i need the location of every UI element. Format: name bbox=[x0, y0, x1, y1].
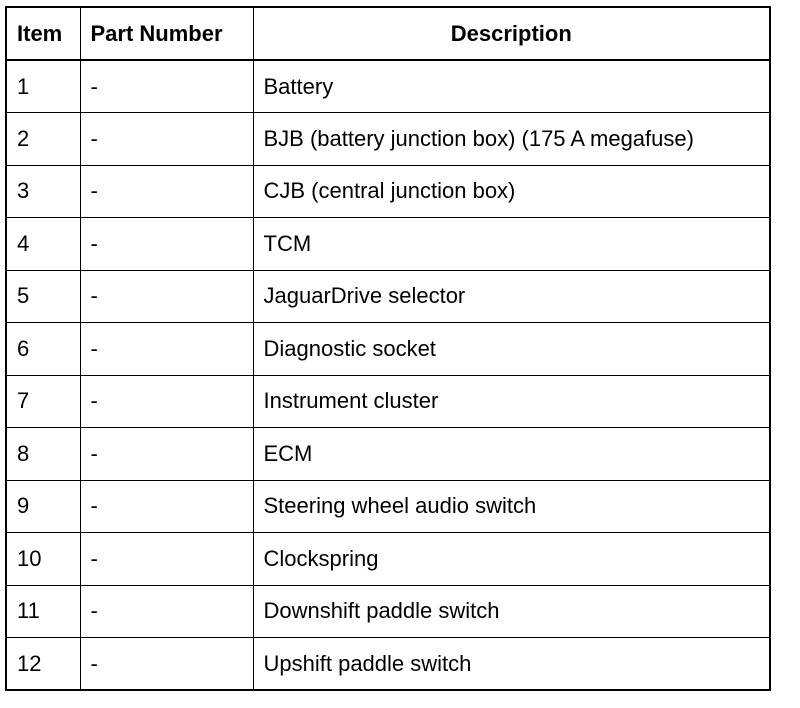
cell-item: 4 bbox=[6, 218, 80, 271]
cell-part-number: - bbox=[80, 218, 253, 271]
table-row bbox=[6, 323, 770, 376]
cell-description: BJB (battery junction box) (175 A megafuse) bbox=[253, 113, 770, 166]
cell-item: 2 bbox=[6, 113, 80, 166]
cell-item: 8 bbox=[6, 428, 80, 481]
cell-description: Upshift paddle switch bbox=[253, 638, 770, 691]
cell-description: ECM bbox=[253, 428, 770, 481]
table-row bbox=[6, 165, 770, 218]
header-part-number: Part Number bbox=[80, 7, 253, 60]
cell-item: 9 bbox=[6, 480, 80, 533]
cell-part-number: - bbox=[80, 428, 253, 481]
cell-item: 5 bbox=[6, 270, 80, 323]
table-row bbox=[6, 270, 770, 323]
cell-part-number: - bbox=[80, 270, 253, 323]
cell-part-number: - bbox=[80, 60, 253, 113]
table-row bbox=[6, 113, 770, 166]
cell-description: Clockspring bbox=[253, 533, 770, 586]
table-row bbox=[6, 480, 770, 533]
cell-item: 10 bbox=[6, 533, 80, 586]
parts-table bbox=[5, 6, 771, 691]
cell-item: 3 bbox=[6, 165, 80, 218]
cell-description: JaguarDrive selector bbox=[253, 270, 770, 323]
table-row bbox=[6, 585, 770, 638]
cell-part-number: - bbox=[80, 323, 253, 376]
table-row bbox=[6, 218, 770, 271]
cell-part-number: - bbox=[80, 585, 253, 638]
cell-item: 6 bbox=[6, 323, 80, 376]
cell-part-number: - bbox=[80, 638, 253, 691]
header-item: Item bbox=[6, 7, 80, 60]
cell-item: 11 bbox=[6, 585, 80, 638]
cell-description: TCM bbox=[253, 218, 770, 271]
cell-description: Instrument cluster bbox=[253, 375, 770, 428]
cell-description: Battery bbox=[253, 60, 770, 113]
cell-description: Steering wheel audio switch bbox=[253, 480, 770, 533]
table-row bbox=[6, 428, 770, 481]
cell-part-number: - bbox=[80, 113, 253, 166]
header-row bbox=[6, 7, 770, 60]
table-row bbox=[6, 638, 770, 691]
table-row bbox=[6, 533, 770, 586]
cell-part-number: - bbox=[80, 480, 253, 533]
table-row bbox=[6, 60, 770, 113]
table-header bbox=[6, 7, 770, 60]
cell-part-number: - bbox=[80, 375, 253, 428]
cell-item: 12 bbox=[6, 638, 80, 691]
cell-part-number: - bbox=[80, 165, 253, 218]
table-body bbox=[6, 60, 770, 690]
cell-item: 1 bbox=[6, 60, 80, 113]
cell-description: Diagnostic socket bbox=[253, 323, 770, 376]
cell-item: 7 bbox=[6, 375, 80, 428]
cell-part-number: - bbox=[80, 533, 253, 586]
header-description: Description bbox=[253, 7, 770, 60]
cell-description: CJB (central junction box) bbox=[253, 165, 770, 218]
table-row bbox=[6, 375, 770, 428]
cell-description: Downshift paddle switch bbox=[253, 585, 770, 638]
